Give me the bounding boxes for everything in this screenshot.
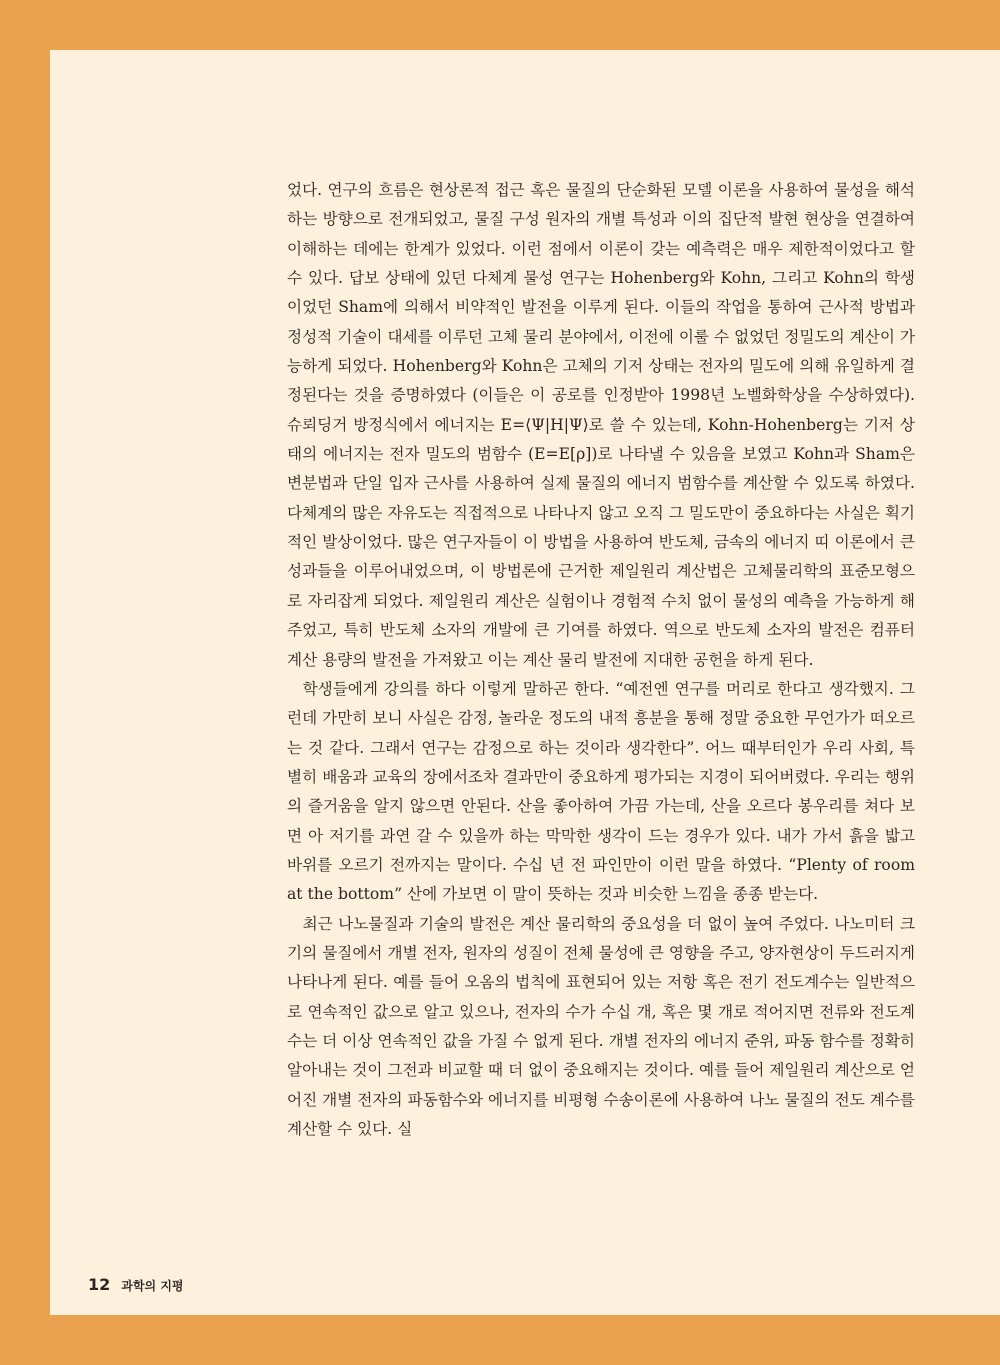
page xyxy=(50,50,1000,1315)
paragraph-3: 최근 나노물질과 기술의 발전은 계산 물리학의 중요성을 더 없이 높여 주었다. 나노미터 크기의 물질에서 개별 전자, 원자의 성질이 전체 물성에 큰 영향을 주고, 양자현상이 두드러지게 나타나게 된다. 예를 들어 오옴의 법칙에 표현되어 있는 저항 혹은 전기 전도계수는 일반적으로 연속적인 값으로 알고 있으나, 전자의 수가 수십 개, 혹은 몇 개로 적어지면 전류와 전도계수는 더 이상 연속적인 값을 가질 수 없게 된다. 개별 전자의 에너지 준위, 파동 함수를 정확히 알아내는 것이 그전과 비교할 때 더 없이 중요해지는 것이다. 예를 들어 제일원리 계산으로 얻어진 개별 전자의 파동함수와 에너지를 비평형 수송이론에 사용하여 나노 물질의 전도 계수를 계산할 수 있다. 실 xyxy=(287,914,915,1138)
paragraph-2: 학생들에게 강의를 하다 이렇게 말하곤 한다. “예전엔 연구를 머리로 한다고 생각했지. 그런데 가만히 보니 사실은 감정, 놀라운 정도의 내적 흥분을 통해 정말 중요한 무언가가 떠오르는 것 같다. 그래서 연구는 감정으로 하는 것이라 생각한다”. 어느 때부터인가 우리 사회, 특별히 배움과 교육의 장에서조차 결과만이 중요하게 평가되는 지경이 되어버렸다. 우리는 행위의 즐거움을 알지 않으면 안된다. 산을 좋아하여 가끔 가는데, 산을 오르다 봉우리를 쳐다 보면 아 저기를 과연 갈 수 있을까 하는 막막한 생각이 드는 경우가 있다. 내가 가서 흙을 밟고 바위를 오르기 전까지는 말이다. 수십 년 전 파인만이 이런 말을 하였다. “Plenty of room at the bottom” 산에 가보면 이 말이 뜻하는 것과 비슷한 느낌을 종종 받는다. xyxy=(287,679,915,904)
publication-title: 과학의 지평 xyxy=(121,1279,184,1293)
page-footer xyxy=(88,1275,184,1294)
paragraph-1: 었다. 연구의 흐름은 현상론적 접근 혹은 물질의 단순화된 모델 이론을 사용하여 물성을 해석하는 방향으로 전개되었고, 물질 구성 원자의 개별 특성과 이의 집단적 발현 현상을 연결하여 이해하는 데에는 한계가 있었다. 이런 점에서 이론이 갖는 예측력은 매우 제한적이었다고 할 수 있다. 답보 상태에 있던 다체계 물성 연구는 Hohenberg와 Kohn, 그리고 Kohn의 학생이었던 Sham에 의해서 비약적인 발전을 이루게 된다. 이들의 작업을 통하여 근사적 방법과 정성적 기술이 대세를 이루던 고체 물리 분야에서, 이전에 이룰 수 없었던 정밀도의 계산이 가능하게 되었다. Hohenberg와 Kohn은 고체의 기저 상태는 전자의 밀도에 의해 유일하게 결정된다는 것을 증명하였다 (이들은 이 공로를 인정받아 1998년 노벨화학상을 수상하였다). 슈뢰딩거 방정식에서 에너지는 E=⟨Ψ|H|Ψ⟩로 쓸 수 있는데, Kohn-Hohenberg는 기저 상태의 에너지는 전자 밀도의 범함수 (E=E[ρ])로 나타낼 수 있음을 보였고 Kohn과 Sham은 변분법과 단일 입자 근사를 사용하여 실제 물질의 에너지 범함수를 계산할 수 있도록 하였다. 다체계의 많은 자유도는 직접적으로 나타나지 않고 오직 그 밀도만이 중요하다는 사실은 획기적인 발상이었다. 많은 연구자들이 이 방법을 사용하여 반도체, 금속의 에너지 띠 이론에서 큰 성과들을 이루어내었으며, 이 방법론에 근거한 제일원리 계산법은 고체물리학의 표준모형으로 자리잡게 되었다. 제일원리 계산은 실험이나 경험적 수치 없이 물성의 예측을 가능하게 해주었고, 특히 반도체 소자의 개발에 큰 기여를 하였다. 역으로 반도체 소자의 발전은 컴퓨터 계산 용량의 발전을 가져왔고 이는 계산 물리 발전에 지대한 공헌을 하게 된다. xyxy=(287,181,915,669)
article-body xyxy=(287,176,915,1144)
page-number: 12 xyxy=(88,1275,111,1294)
